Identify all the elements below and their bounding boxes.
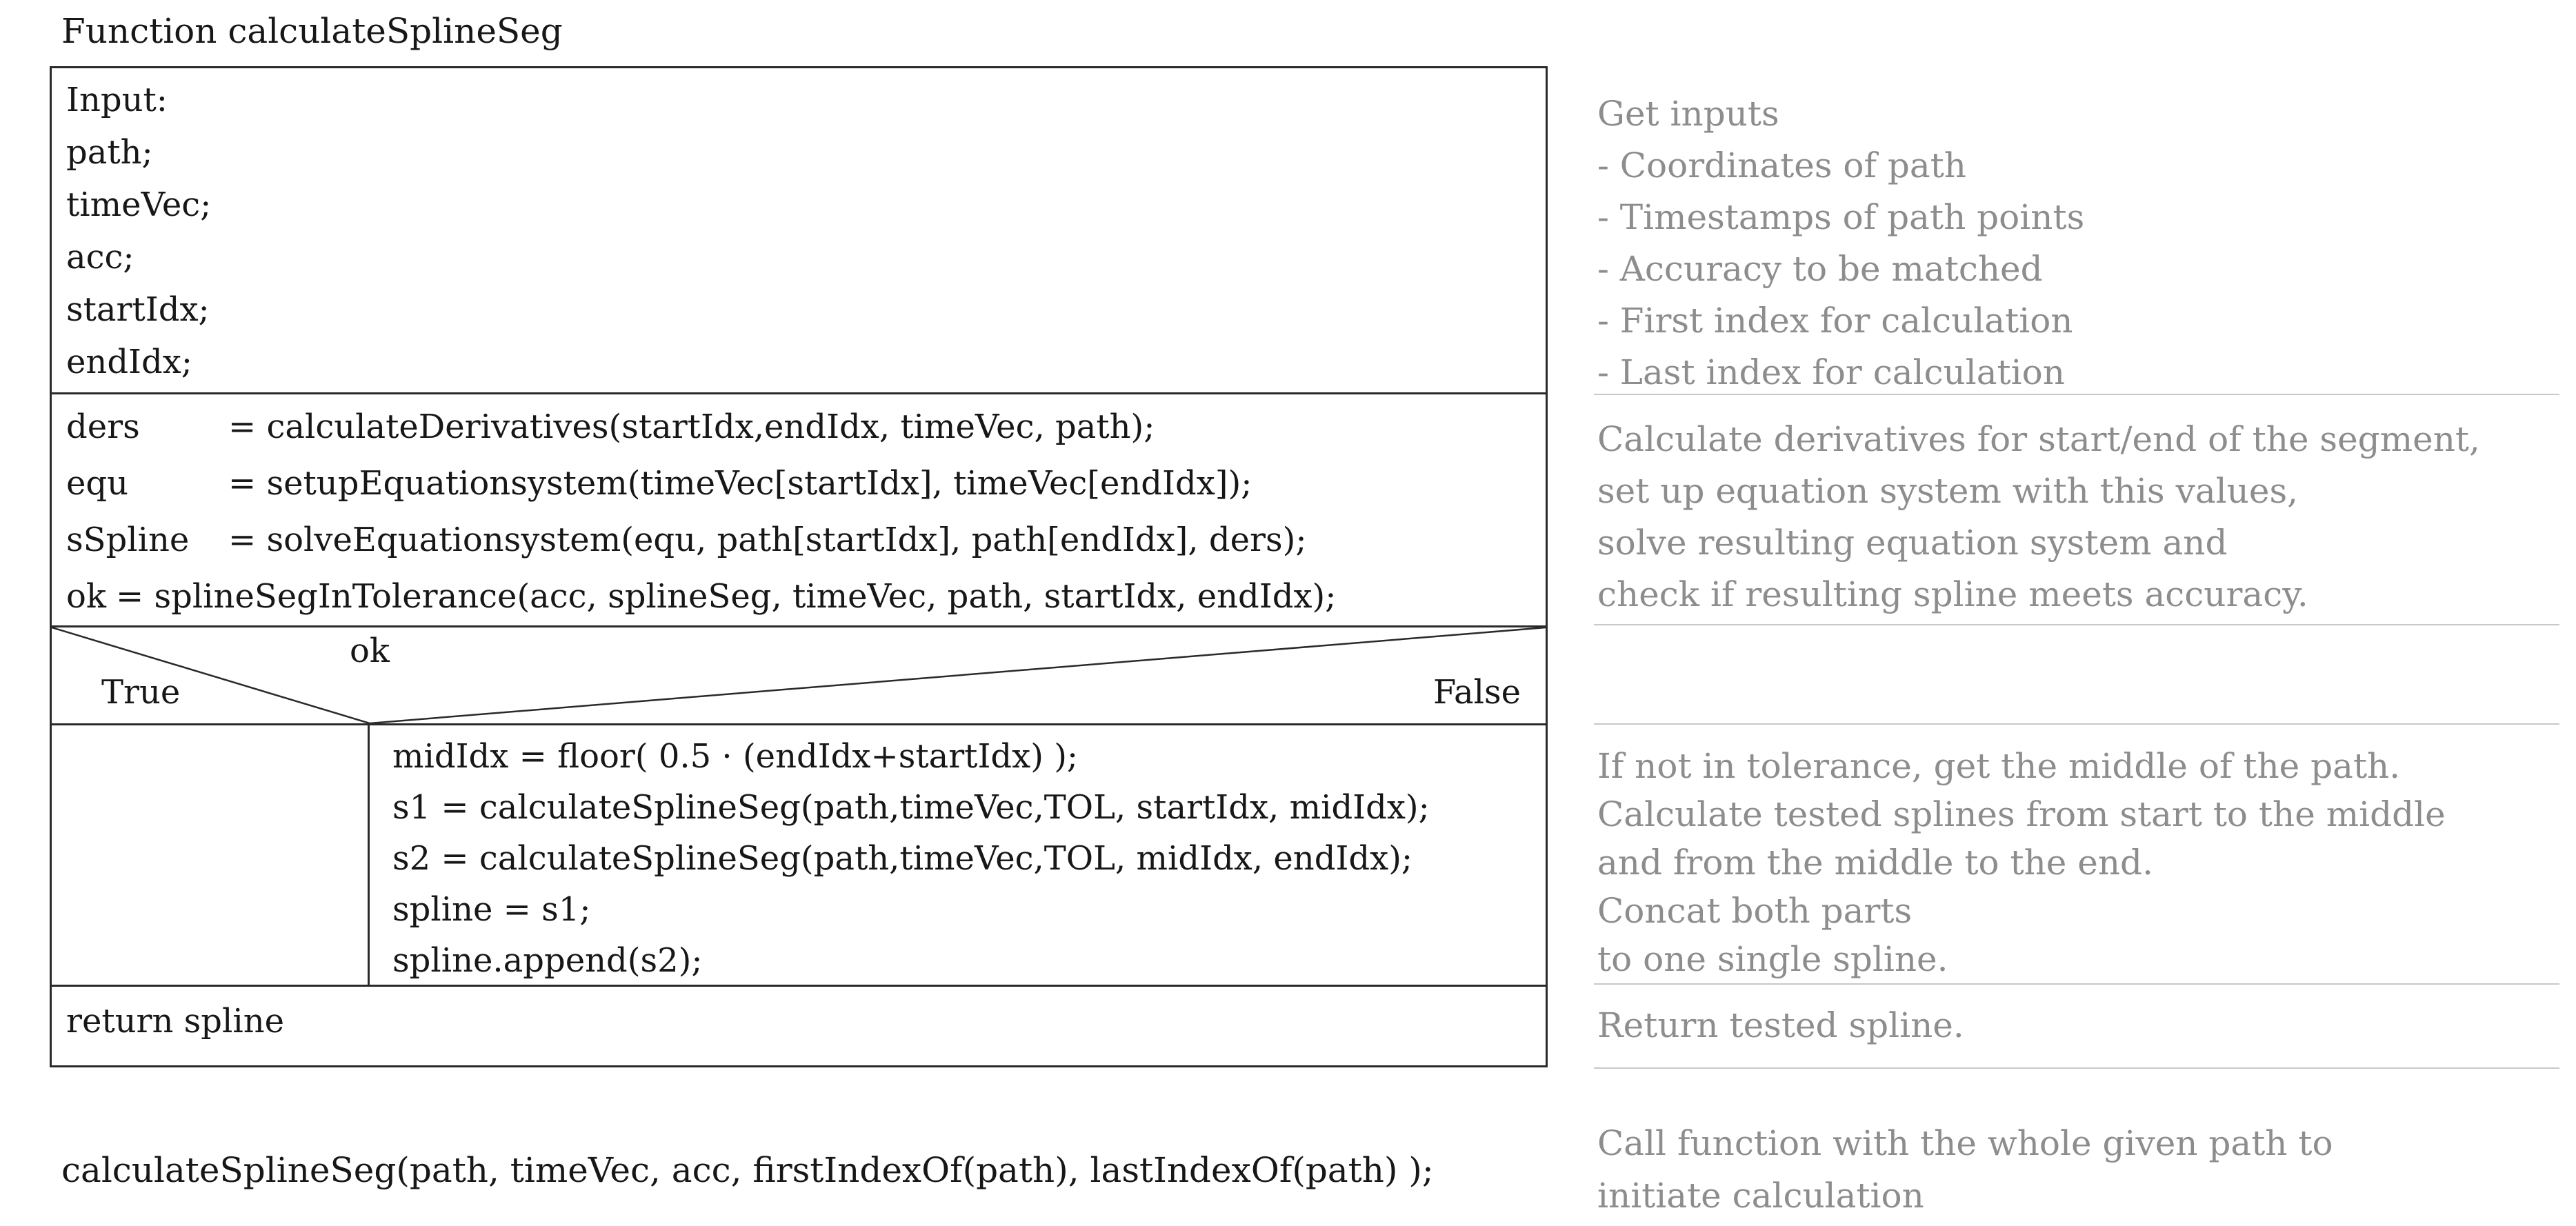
expression: = setupEquationsystem(timeVec[startIdx], timeVec[endIdx]); [228,464,1252,503]
code-line: midIdx = floor( 0.5 · (endIdx+startIdx) ); [392,737,1079,776]
annotation-return [1597,1005,1964,1045]
expression: = solveEquationsystem(equ, path[startIdx], path[endIdx], ders); [228,521,1307,559]
code-line: spline.append(s2); [392,941,703,980]
input-line: acc; [66,238,134,277]
decision-section [52,627,1546,725]
true-branch-label: True [101,673,181,712]
return-statement: return spline [66,1002,285,1041]
annotation-line: - Accuracy to be matched [1597,249,2043,289]
code-line [66,512,1546,568]
expression: = calculateDerivatives(startIdx,endIdx, timeVec, path); [228,408,1155,446]
function-call: calculateSplineSeg(path, timeVec, acc, firstIndexOf(path), lastIndexOf(path) ); [61,1150,1434,1190]
input-line: timeVec; [66,185,212,224]
annotation-line: If not in tolerance, get the middle of the path. [1597,746,2401,786]
annotation-line: Get inputs [1597,94,1779,134]
annotation-call [1597,1117,2333,1222]
code-line: spline = s1; [392,890,591,929]
annotation-line: check if resulting spline meets accuracy. [1597,574,2308,614]
code-line: s1 = calculateSplineSeg(path,timeVec,TOL, startIdx, midIdx); [392,788,1430,827]
variable-name: ok [66,577,106,616]
annotation-line: - Last index for calculation [1597,352,2065,392]
annotation-divider [1594,723,2559,725]
nassi-shneiderman-diagram [50,66,1548,1067]
true-branch-empty [52,725,370,985]
annotation-inputs [1597,88,2084,399]
input-line: path; [66,133,153,172]
annotation-line: - Timestamps of path points [1597,197,2085,237]
annotation-divider [1594,983,2559,985]
input-line: endIdx; [66,343,192,381]
input-line: Input: [66,81,168,119]
annotation-calculation [1597,414,2480,621]
annotation-line: set up equation system with this values, [1597,471,2298,511]
annotation-divider [1594,394,2559,395]
annotation-divider [1594,624,2559,625]
annotation-line: Call function with the whole given path to [1597,1123,2333,1163]
false-branch-body [370,725,1546,985]
annotation-divider [1594,1067,2559,1069]
annotation-line: solve resulting equation system and [1597,523,2228,563]
code-line: s2 = calculateSplineSeg(path,timeVec,TOL, midIdx, endIdx); [392,839,1413,878]
condition-label: ok [350,632,390,670]
annotation-line: Calculate derivatives for start/end of the segment, [1597,419,2480,459]
return-section [52,987,1546,1067]
diagram-title: Function calculateSplineSeg [61,11,563,51]
calculation-section [52,394,1546,627]
annotation-line: Return tested spline. [1597,1005,1964,1045]
input-section [52,68,1546,394]
false-branch-label: False [1432,673,1521,712]
variable-name: sSpline [66,521,190,559]
annotation-false-branch [1597,742,2446,983]
annotation-line: Concat both parts [1597,891,1913,931]
annotation-line: to one single spline. [1597,939,1948,979]
annotation-line: and from the middle to the end. [1597,843,2153,883]
annotation-line: Calculate tested splines from start to the middle [1597,794,2446,834]
expression: = splineSegInTolerance(acc, splineSeg, timeVec, path, startIdx, endIdx); [115,577,1337,616]
code-line [66,399,1546,455]
code-line [66,568,1546,625]
input-line: startIdx; [66,290,210,329]
annotation-line: initiate calculation [1597,1176,1924,1216]
annotation-line: - First index for calculation [1597,301,2073,341]
annotation-line: - Coordinates of path [1597,145,1967,185]
variable-name: ders [66,408,140,446]
variable-name: equ [66,464,129,503]
code-line [66,455,1546,512]
decision-triangle [52,627,1546,723]
branch-section [52,725,1546,987]
